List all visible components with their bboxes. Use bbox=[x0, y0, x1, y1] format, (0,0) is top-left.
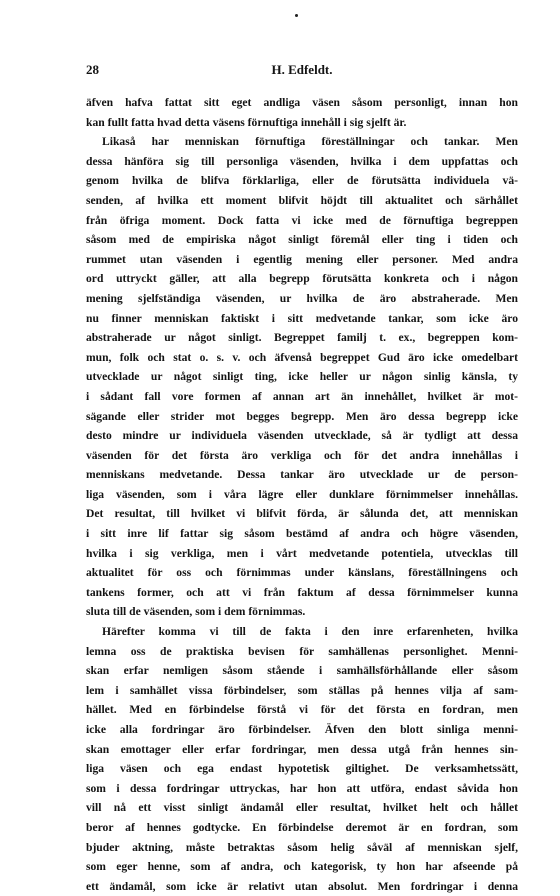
text-line: nu finner menniskan faktiskt i sitt medvetande tankar, som icke äro bbox=[86, 311, 518, 325]
text-line: Härefter komma vi till de fakta i den inre erfarenheten, hvilka bbox=[102, 625, 518, 639]
text-line: desto mindre ur individuela väsenden utvecklade, så är tydligt att dessa bbox=[86, 429, 518, 443]
text-line: ett ändamål, som icke är relativt utan absolut. Men fordringar i denna bbox=[86, 879, 518, 893]
text-line: ord uttryckt gäller, att alla begrepp förutsätta konkreta och i någon bbox=[86, 272, 518, 286]
text-line: icke alla fordringar äro förbindelser. Äfven den blott sinliga menni- bbox=[86, 723, 518, 736]
text-line: aktualitet för oss och förnimmas under känslans, föreställningens och bbox=[86, 566, 518, 580]
text-line: mun, folk och stat o. s. v. och äfvenså begreppet Gud äro icke omedelbart bbox=[86, 350, 518, 364]
text-line: senden, af hvilka ett moment blifvit höjdt till aktualitet och särhållet bbox=[86, 193, 518, 207]
text-line: som eger henne, som af andra, och kategorisk, ty hon har afseende på bbox=[86, 860, 518, 874]
text-line: mening sjelfständiga väsenden, ur hvilka de äro abstraherade. Men bbox=[86, 291, 518, 305]
text-line: dessa hänföra sig till personliga väsenden, hvilka i dem uppfattas och bbox=[86, 154, 518, 168]
text-line: lem i samhället vissa förbindelser, som ställas på hennes vilja af sam- bbox=[86, 683, 518, 697]
text-line: skan erfar nemligen såsom stående i samhällsförhållande eller såsom bbox=[86, 664, 518, 678]
page-number: 28 bbox=[86, 62, 99, 77]
text-line: i sådant fall vore formen af annan art än innehållet, hvilket är mot- bbox=[86, 389, 518, 403]
text-line: sluta till de väsenden, som i dem förnimmas. bbox=[86, 605, 306, 619]
text-line: äfven hafva fattat sitt eget andliga väsen såsom personligt, innan hon bbox=[86, 96, 518, 109]
text-line: Likaså har menniskan förnuftiga föreställningar och tankar. Men bbox=[102, 135, 518, 149]
text-line: lemna oss de praktiska bevisen för samhällenas personlighet. Menni- bbox=[86, 644, 518, 658]
text-line: rummet utan väsenden i egentlig mening eller personer. Med andra bbox=[86, 252, 518, 266]
text-line: såsom med de empiriska något sinligt föremål eller ting i tiden och bbox=[86, 233, 518, 247]
page-header bbox=[86, 62, 518, 80]
body-text bbox=[86, 93, 518, 896]
text-line: vill nå ett visst sinligt ändamål eller resultat, hvilket helt och hållet bbox=[86, 801, 518, 815]
text-line: liga väsenden, som i våra lägre eller dunklare förnimmelser innehållas. bbox=[86, 487, 518, 501]
text-line: hället. Med en förbindelse förstå vi för det första en fordran, men bbox=[86, 703, 518, 717]
text-line: skan emottager eller erfar fordringar, men dessa utgå från hennes sin- bbox=[86, 742, 518, 756]
text-line: kan fullt fatta hvad detta väsens förnuftiga innehåll i sig sjelft är. bbox=[86, 115, 407, 129]
text-line: abstraherade ur något sinligt. Begreppet familj t. ex., begreppen kom- bbox=[86, 331, 518, 345]
text-line: från öfriga moment. Dock fatta vi icke med de förnuftiga begreppen bbox=[86, 213, 518, 227]
ink-speck bbox=[295, 14, 298, 17]
text-line: väsenden för det första äro verkliga och för det andra innehållas i bbox=[86, 448, 518, 462]
text-line: bjuder aktning, måste betraktas såsom helig såväl af menniskan sjelf, bbox=[86, 840, 518, 854]
text-line: utvecklade ur något sinligt ting, icke heller ur någon sinlig känsla, ty bbox=[86, 370, 518, 384]
text-line: Det resultat, till hvilket vi blifvit förda, är sålunda det, att menniskan bbox=[86, 507, 518, 521]
text-line: liga väsen och ega endast hypotetisk giltighet. De verksamhetssätt, bbox=[86, 762, 518, 776]
text-line: hvilka i sig verkliga, men i vårt medvetande potentiela, utvecklas till bbox=[86, 546, 518, 560]
text-line: genom hvilka de blifva förklarliga, eller de förutsätta individuela vä- bbox=[86, 174, 518, 188]
text-line: menniskans medvetande. Dessa tankar äro utvecklade ur de person- bbox=[86, 468, 518, 482]
running-head: H. Edfeldt. bbox=[271, 62, 333, 77]
text-line: som i dessa fordringar uttryckas, har hon att utföra, endast såvida hon bbox=[86, 781, 518, 795]
text-line: sägande eller strider mot begges begrepp. Men äro dessa begrepp icke bbox=[86, 409, 518, 423]
text-line: i sitt inre lif fattar sig såsom bestämd af andra och högre väsenden, bbox=[86, 527, 518, 541]
text-line: tankens former, och att vi från faktum af dessa förnimmelser kunna bbox=[86, 585, 518, 599]
text-line: beror af hennes godtycke. En förbindelse deremot är en fordran, som bbox=[86, 820, 518, 834]
